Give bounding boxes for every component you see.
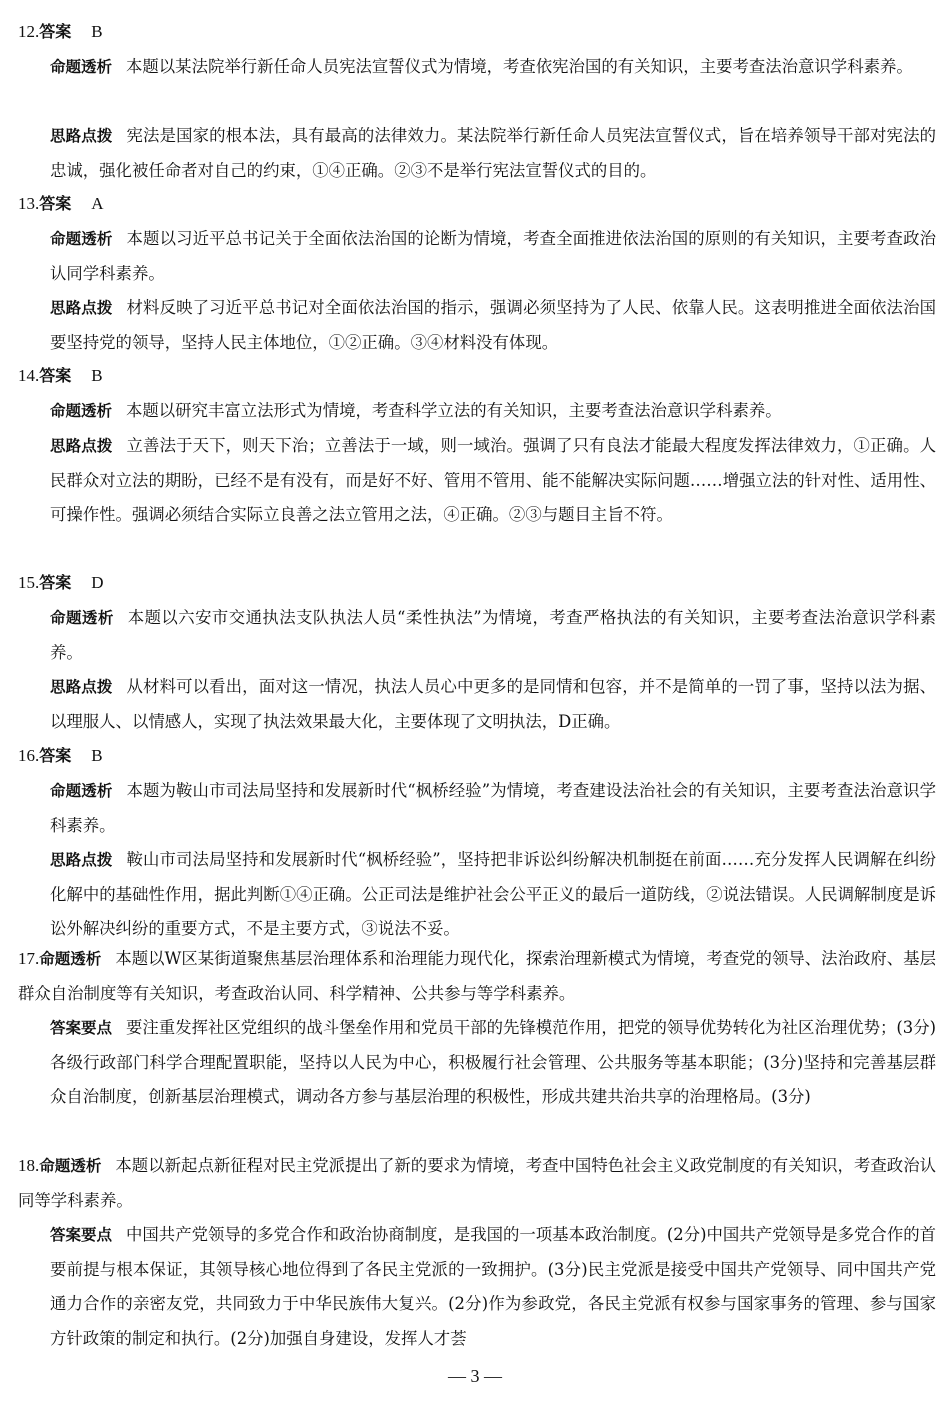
analysis-label: 命题透析 — [50, 58, 113, 76]
answer-label: 答案 — [39, 366, 72, 385]
analysis-text: 本题以新起点新征程对民主党派提出了新的要求为情境，考查中国特色社会主义政党制度的有关知识，考查政治认同等学科素养。 — [18, 1156, 936, 1210]
hint-label: 思路点拨 — [50, 851, 113, 869]
hint-label: 思路点拨 — [50, 299, 113, 317]
analysis-label: 命题透析 — [50, 402, 113, 420]
answer-value: D — [91, 573, 104, 592]
analysis-label: 命题透析 — [50, 609, 114, 627]
question-number: 17. — [18, 949, 40, 968]
analysis-label: 命题透析 — [50, 230, 113, 248]
hint-paragraph — [50, 429, 936, 533]
key-points-label: 答案要点 — [50, 1226, 113, 1244]
hint-label: 思路点拨 — [50, 437, 113, 455]
analysis-text: 本题以习近平总书记关于全面依法治国的论断为情境，考查全面推进依法治国的原则的有关知识，主要考查政治认同学科素养。 — [50, 229, 936, 283]
analysis-paragraph — [18, 1149, 936, 1218]
analysis-paragraph — [50, 394, 936, 429]
hint-label: 思路点拨 — [50, 678, 113, 696]
analysis-text: 本题以研究丰富立法形式为情境，考查科学立法的有关知识，主要考查法治意识学科素养。 — [126, 401, 782, 420]
key-points-text: 要注重发挥社区党组织的战斗堡垒作用和党员干部的先锋模范作用，把党的领导优势转化为社区治理优势；(3分)各级行政部门科学合理配置职能，坚持以人民为中心，积极履行社会管理、公共服务等基本职能；(3分)坚持和完善基层群众自治制度，创新基层治理模式，调动各方参与基层治理的积极性，形成共建共治共享的治理格局。(3分) — [50, 1018, 936, 1106]
hint-paragraph — [50, 843, 936, 947]
question-number: 13. — [18, 194, 40, 213]
hint-paragraph — [50, 670, 936, 739]
analysis-paragraph — [50, 50, 936, 85]
answer-label: 答案 — [39, 573, 72, 592]
answer-label: 答案 — [39, 746, 72, 765]
key-points-paragraph — [50, 1218, 936, 1356]
analysis-paragraph — [18, 942, 936, 1011]
analysis-text: 本题以某法院举行新任命人员宪法宣誓仪式为情境，考查依宪治国的有关知识，主要考查法治意识学科素养。 — [126, 57, 913, 76]
hint-text: 鞍山市司法局坚持和发展新时代“枫桥经验”，坚持把非诉讼纠纷解决机制挺在前面……充分发挥人民调解在纠纷化解中的基础性作用，据此判断①④正确。公正司法是维护社会公平正义的最后一道防线，②说法错误。人民调解制度是诉讼外解决纠纷的重要方式，不是主要方式，③说法不妥。 — [50, 850, 936, 938]
answer-label: 答案 — [39, 22, 72, 41]
hint-text: 从材料可以看出，面对这一情况，执法人员心中更多的是同情和包容，并不是简单的一罚了事，坚持以法为据、以理服人、以情感人，实现了执法效果最大化，主要体现了文明执法，D正确。 — [50, 677, 936, 731]
answer-value: B — [91, 366, 103, 385]
hint-paragraph — [50, 291, 936, 360]
hint-text: 材料反映了习近平总书记对全面依法治国的指示，强调必须坚持为了人民、依靠人民。这表明推进全面依法治国要坚持党的领导，坚持人民主体地位，①②正确。③④材料没有体现。 — [50, 298, 936, 352]
question-header — [18, 365, 103, 387]
question-number: 15. — [18, 573, 40, 592]
question-header — [18, 745, 103, 767]
key-points-paragraph — [50, 1011, 936, 1115]
question-header — [18, 193, 104, 215]
answer-value: B — [91, 746, 103, 765]
page-number: — 3 — — [448, 1366, 502, 1386]
analysis-paragraph — [50, 774, 936, 843]
hint-text: 立善法于天下，则天下治；立善法于一域，则一域治。强调了只有良法才能最大程度发挥法律效力，①正确。人民群众对立法的期盼，已经不是有没有，而是好不好、管用不管用、能不能解决实际问题……增强立法的针对性、适用性、可操作性。强调必须结合实际立良善之法立管用之法，④正确。②③与题目主旨不符。 — [50, 436, 936, 524]
hint-text: 宪法是国家的根本法，具有最高的法律效力。某法院举行新任命人员宪法宣誓仪式，旨在培养领导干部对宪法的忠诚，强化被任命者对自己的约束，①④正确。②③不是举行宪法宣誓仪式的目的。 — [50, 126, 936, 180]
question-number: 12. — [18, 22, 40, 41]
question-number: 18. — [18, 1156, 40, 1175]
question-header — [18, 21, 103, 43]
analysis-text: 本题为鞍山市司法局坚持和发展新时代“枫桥经验”为情境，考查建设法治社会的有关知识，主要考查法治意识学科素养。 — [50, 781, 936, 835]
question-header — [18, 572, 104, 594]
key-points-text: 中国共产党领导的多党合作和政治协商制度，是我国的一项基本政治制度。(2分)中国共产党领导是多党合作的首要前提与根本保证，其领导核心地位得到了各民主党派的一致拥护。(3分)民主党派是接受中国共产党领导、同中国共产党通力合作的亲密友党，共同致力于中华民族伟大复兴。(2分)作为参政党，各民主党派有权参与国家事务的管理、参与国家方针政策的制定和执行。(2分)加强自身建设，发挥人才荟 — [50, 1225, 936, 1348]
answer-label: 答案 — [39, 194, 72, 213]
question-number: 14. — [18, 366, 40, 385]
analysis-label: 命题透析 — [39, 950, 102, 968]
question-number: 16. — [18, 746, 40, 765]
analysis-text: 本题以W区某街道聚焦基层治理体系和治理能力现代化，探索治理新模式为情境，考查党的领导、法治政府、基层群众自治制度等有关知识，考查政治认同、科学精神、公共参与等学科素养。 — [18, 949, 936, 1003]
analysis-paragraph — [50, 222, 936, 291]
hint-label: 思路点拨 — [50, 127, 113, 145]
analysis-label: 命题透析 — [50, 782, 113, 800]
answer-value: B — [91, 22, 103, 41]
key-points-label: 答案要点 — [50, 1019, 113, 1037]
analysis-label: 命题透析 — [39, 1157, 102, 1175]
analysis-text: 本题以六安市交通执法支队执法人员“柔性执法”为情境，考查严格执法的有关知识，主要考查法治意识学科素养。 — [50, 608, 936, 662]
analysis-paragraph — [50, 601, 936, 670]
hint-paragraph — [50, 119, 936, 188]
answer-value: A — [91, 194, 104, 213]
